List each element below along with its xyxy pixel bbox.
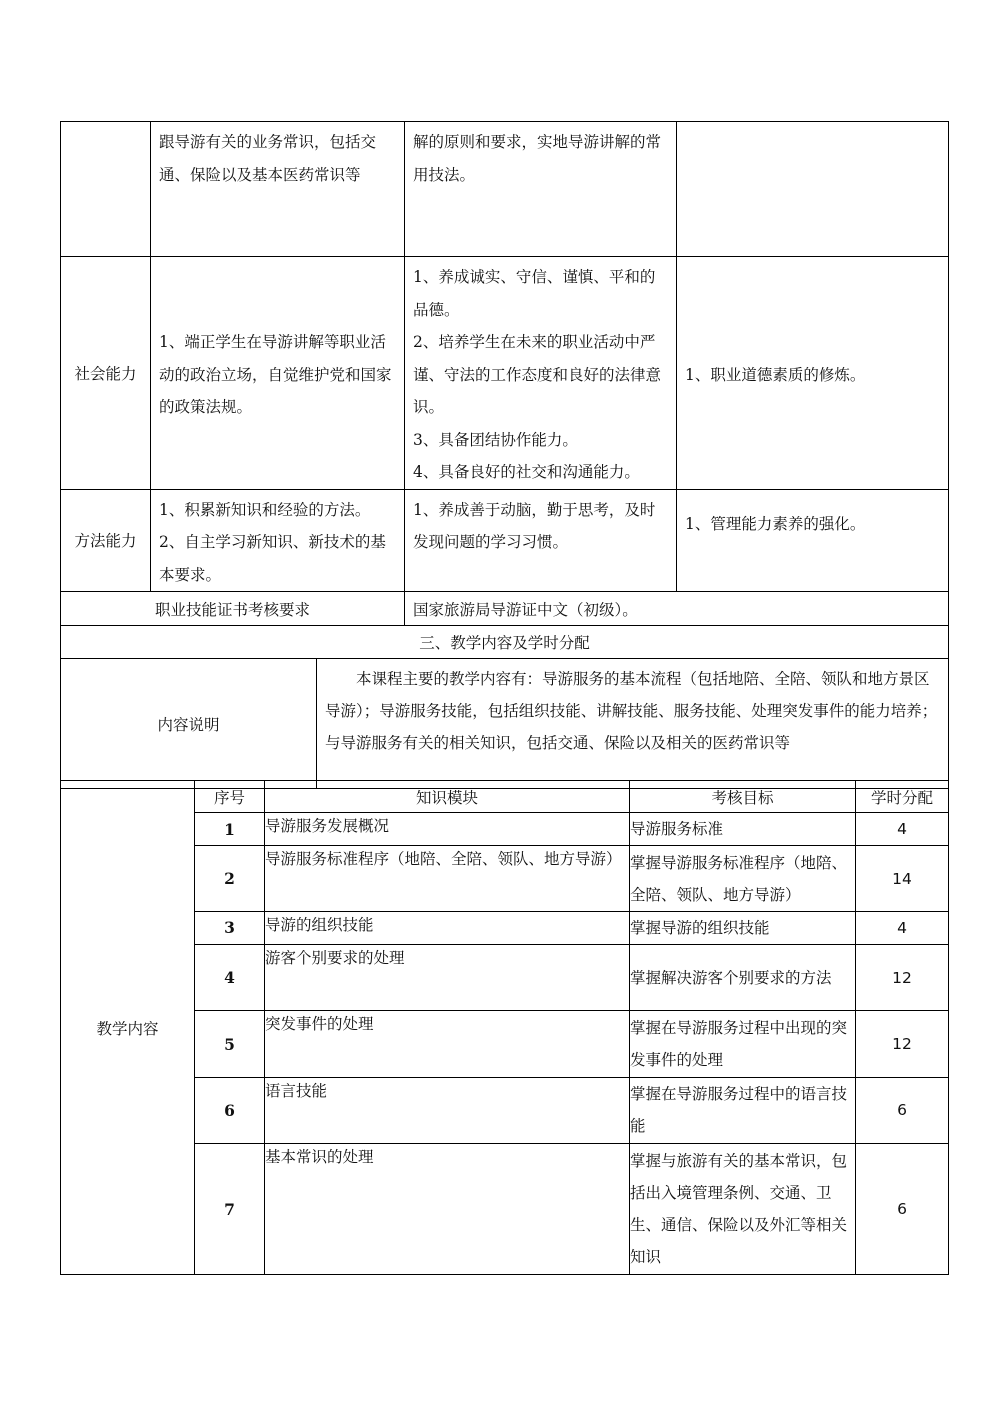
row-number: 6 [195, 1077, 265, 1143]
content-description-label: 内容说明 [61, 659, 317, 789]
row-goal: 掌握导游服务标准程序（地陪、全陪、领队、地方导游） [630, 846, 856, 911]
goal-text: 跟导游有关的业务常识，包括交通、保险以及基本医药常识等 [159, 133, 377, 184]
requirements-cell [405, 122, 677, 257]
row-module: 导游的组织技能 [265, 911, 630, 944]
focus-text [677, 122, 948, 126]
requirement-item: 1、养成诚实、守信、谨慎、平和的品德。 [413, 268, 656, 319]
header-module: 知识模块 [265, 781, 630, 813]
row-module: 导游服务发展概况 [265, 813, 630, 846]
table-row [61, 813, 949, 846]
row-hours: 14 [856, 846, 949, 911]
goal-text: 1、端正学生在导游讲解等职业活动的政治立场，自觉维护党和国家的政策法规。 [159, 333, 392, 416]
row-goal: 导游服务标准 [630, 813, 856, 846]
requirement-item: 2、培养学生在未来的职业活动中严谨、守法的工作态度和良好的法律意识。 [413, 333, 662, 416]
row-number: 1 [195, 813, 265, 846]
certificate-value: 国家旅游局导游证中文（初级）。 [405, 592, 949, 626]
row-number: 7 [195, 1144, 265, 1275]
requirements-cell [405, 257, 677, 490]
row-module: 语言技能 [265, 1077, 630, 1143]
focus-cell [677, 489, 949, 592]
requirements-text: 解的原则和要求，实地导游讲解的常用技法。 [413, 133, 662, 184]
row-number: 5 [195, 1011, 265, 1077]
teaching-content-label: 教学内容 [61, 781, 195, 1275]
header-no: 序号 [195, 781, 265, 813]
table-row [61, 944, 949, 1010]
focus-text: 1、职业道德素质的修炼。 [685, 365, 866, 384]
row-hours: 4 [856, 911, 949, 944]
row-goal: 掌握导游的组织技能 [630, 911, 856, 944]
requirements-cell [405, 489, 677, 592]
goal-item: 1、积累新知识和经验的方法。 [159, 500, 371, 519]
teaching-header-row [61, 781, 949, 813]
requirement-item: 3、具备团结协作能力。 [413, 430, 578, 449]
competency-row-social [61, 257, 949, 490]
competency-row-1 [61, 122, 949, 257]
goal-list [151, 490, 404, 592]
section-title-row [61, 626, 949, 659]
requirements-text: 1、养成善于动脑，勤于思考，及时发现问题的学习习惯。 [413, 500, 656, 551]
row-goal: 掌握在导游服务过程中出现的突发事件的处理 [630, 1011, 856, 1077]
focus-cell [677, 122, 949, 257]
category-cell: 方法能力 [61, 489, 151, 592]
table-row [61, 1077, 949, 1143]
teaching-content-table [60, 780, 949, 1275]
syllabus-table [60, 121, 949, 789]
row-goal: 掌握解决游客个别要求的方法 [630, 944, 856, 1010]
row-module: 游客个别要求的处理 [265, 944, 630, 1010]
table-row [61, 1144, 949, 1275]
row-number: 2 [195, 846, 265, 911]
content-description-row [61, 659, 949, 789]
row-module: 导游服务标准程序（地陪、全陪、领队、地方导游） [265, 846, 630, 911]
row-module: 突发事件的处理 [265, 1011, 630, 1077]
certificate-row [61, 592, 949, 626]
row-hours: 12 [856, 944, 949, 1010]
header-hours: 学时分配 [856, 781, 949, 813]
header-goal: 考核目标 [630, 781, 856, 813]
table-row [61, 1011, 949, 1077]
goal-cell [151, 489, 405, 592]
certificate-label: 职业技能证书考核要求 [61, 592, 405, 626]
row-hours: 4 [856, 813, 949, 846]
focus-cell [677, 257, 949, 490]
row-goal: 掌握在导游服务过程中的语言技能 [630, 1077, 856, 1143]
goal-cell [151, 257, 405, 490]
row-number: 4 [195, 944, 265, 1010]
table-row [61, 846, 949, 911]
row-number: 3 [195, 911, 265, 944]
content-description-cell [317, 659, 949, 789]
competency-row-method [61, 489, 949, 592]
row-module: 基本常识的处理 [265, 1144, 630, 1275]
requirements-list [405, 257, 676, 489]
goal-item: 2、自主学习新知识、新技术的基本要求。 [159, 533, 386, 584]
table-row [61, 911, 949, 944]
row-hours: 6 [856, 1077, 949, 1143]
category-cell [61, 122, 151, 257]
content-description-text: 本课程主要的教学内容有：导游服务的基本流程（包括地陪、全陪、领队和地方景区导游）；导游服务技能，包括组织技能、讲解技能、服务技能、处理突发事件的能力培养；与导游服务有关的相关知识，包括交通、保险以及相关的医药常识等 [325, 670, 938, 752]
requirement-item: 4、具备良好的社交和沟通能力。 [413, 463, 640, 481]
goal-cell [151, 122, 405, 257]
category-cell: 社会能力 [61, 257, 151, 490]
section-title: 三、教学内容及学时分配 [61, 626, 949, 659]
row-goal: 掌握与旅游有关的基本常识，包括出入境管理条例、交通、卫生、通信、保险以及外汇等相关知识 [630, 1144, 856, 1275]
row-hours: 6 [856, 1144, 949, 1275]
focus-text: 1、管理能力素养的强化。 [685, 514, 866, 533]
row-hours: 12 [856, 1011, 949, 1077]
